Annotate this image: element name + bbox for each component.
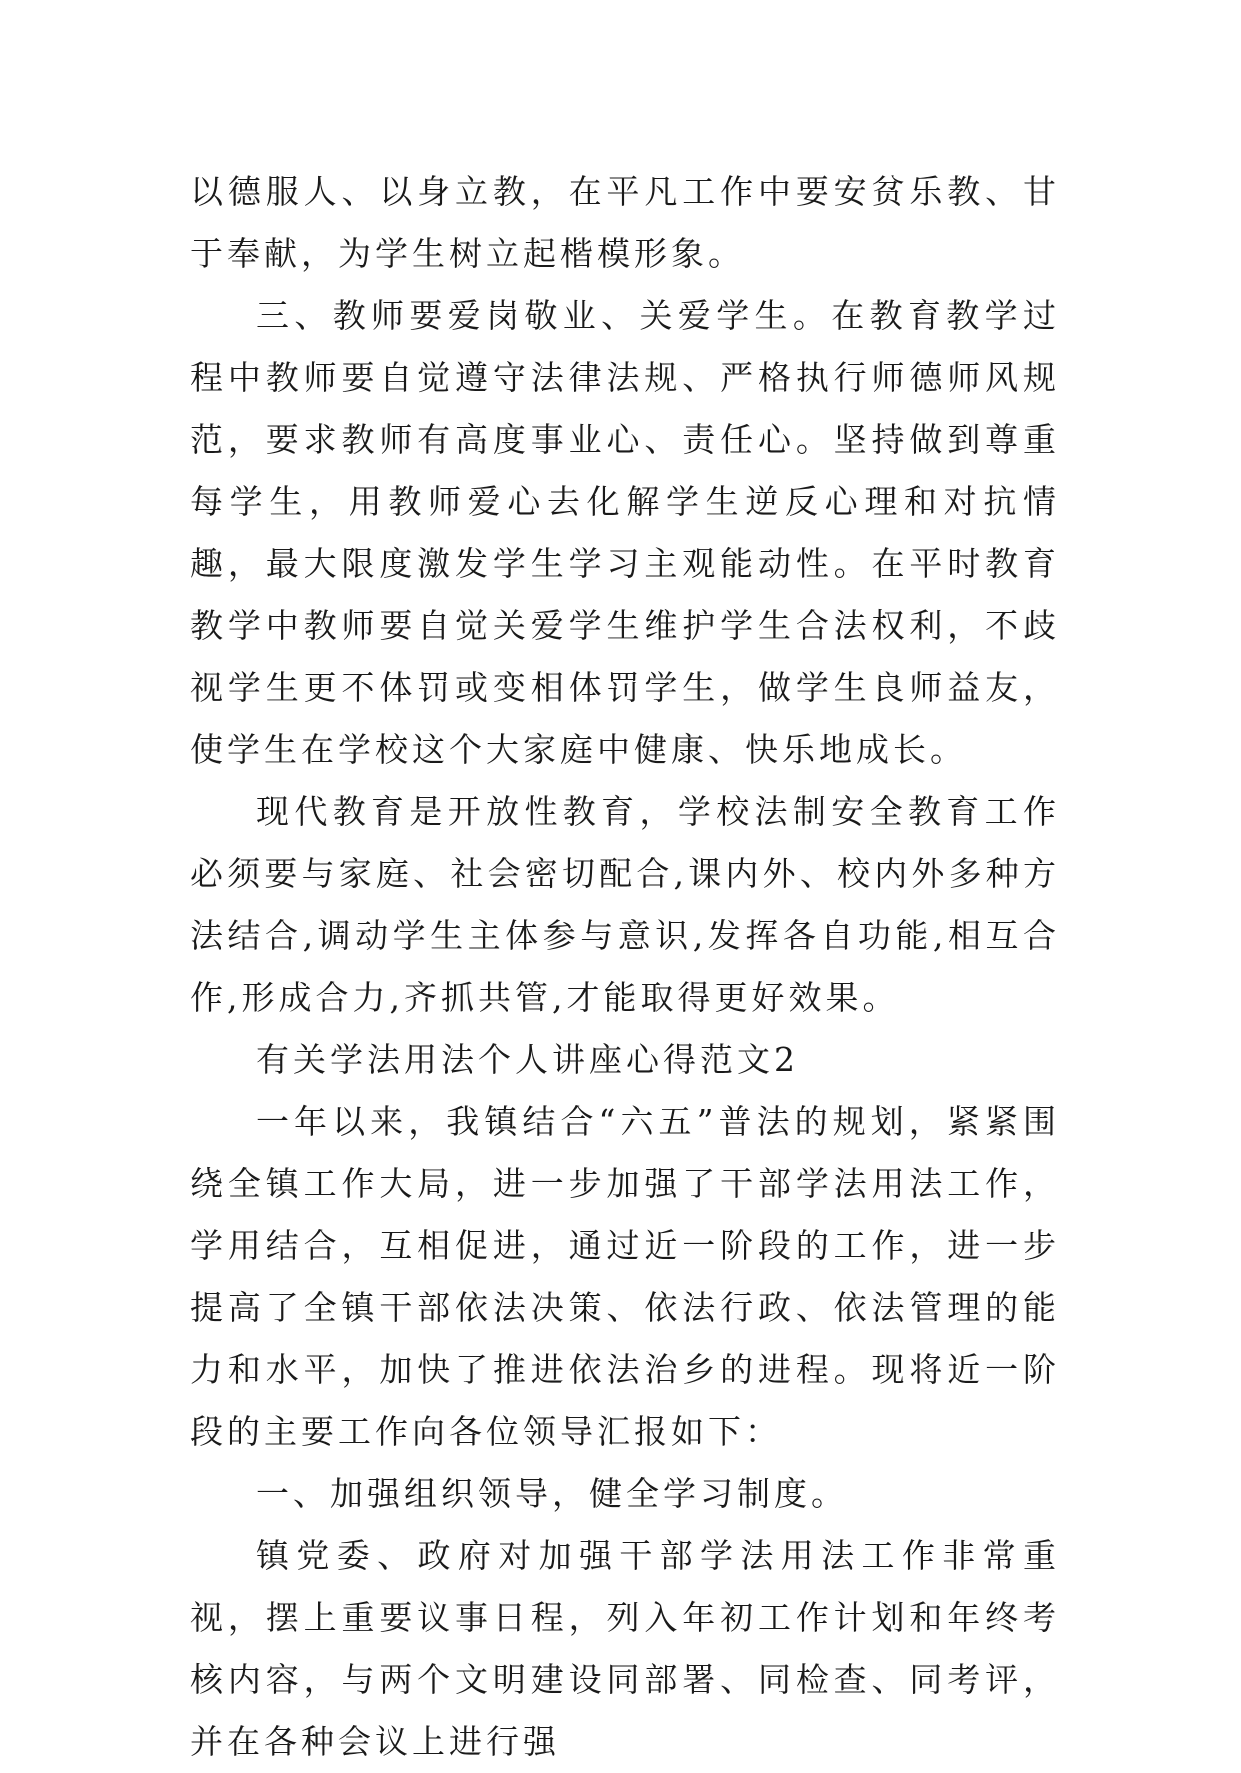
paragraph-heading-one: 一、加强组织领导，健全学习制度。 bbox=[256, 1474, 848, 1513]
paragraph-modern-education: 现代教育是开放性教育，学校法制安全教育工作必须要与家庭、社会密切配合,课内外、校内外多种方法结合,调动学生主体参与意识,发挥各自功能,相互合作,形成合力,齐抓共管,才能取得更好效果。 bbox=[190, 792, 1060, 1017]
document-body bbox=[190, 161, 1060, 1773]
paragraph-intro: 一年以来，我镇结合“六五”普法的规划，紧紧围绕全镇工作大局，进一步加强了干部学法用法工作，学用结合，互相促进，通过近一阶段的工作，进一步提高了全镇干部依法决策、依法行政、依法管理的能力和水平，加快了推进依法治乡的进程。现将近一阶段的主要工作向各位领导汇报如下： bbox=[190, 1102, 1060, 1451]
paragraph-leadership: 镇党委、政府对加强干部学法用法工作非常重视，摆上重要议事日程，列入年初工作计划和年终考核内容，与两个文明建设同部署、同检查、同考评，并在各种会议上进行强 bbox=[190, 1536, 1060, 1761]
paragraph-teacher-duty: 三、教师要爱岗敬业、关爱学生。在教育教学过程中教师要自觉遵守法律法规、严格执行师德师风规范，要求教师有高度事业心、责任心。坚持做到尊重每学生，用教师爱心去化解学生逆反心理和对抗情趣，最大限度激发学生学习主观能动性。在平时教育教学中教师要自觉关爱学生维护学生合法权利，不歧视学生更不体罚或变相体罚学生，做学生良师益友，使学生在学校这个大家庭中健康、快乐地成长。 bbox=[190, 296, 1060, 769]
section-title: 有关学法用法个人讲座心得范文2 bbox=[256, 1040, 799, 1079]
paragraph-continuation: 以德服人、以身立教，在平凡工作中要安贫乐教、甘于奉献，为学生树立起楷模形象。 bbox=[190, 172, 1060, 273]
